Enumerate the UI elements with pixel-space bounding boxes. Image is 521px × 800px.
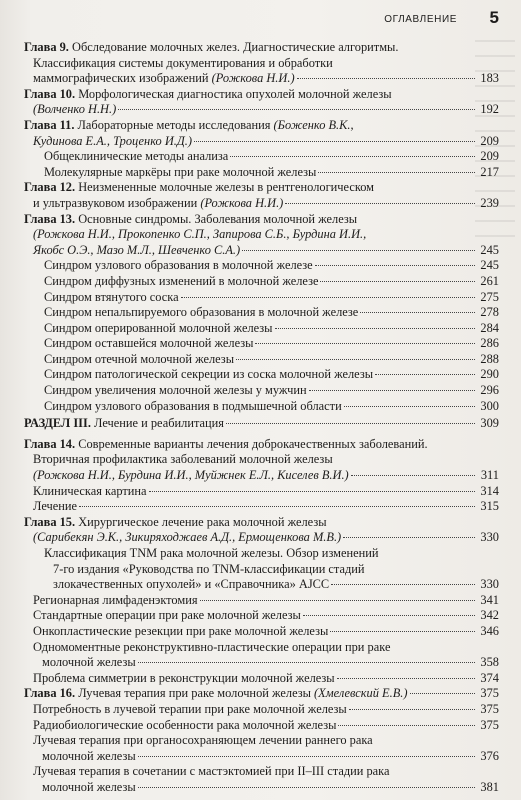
toc-line: Кудинова Е.А., Троценко И.Д.) bbox=[33, 133, 192, 148]
toc-line: молочной железы bbox=[42, 748, 136, 763]
leader-dots bbox=[285, 203, 475, 204]
toc-entry-chapter-10[interactable] bbox=[24, 87, 499, 118]
toc-line: (Волченко Н.Н.) bbox=[33, 102, 117, 117]
toc-page: 375 bbox=[480, 717, 499, 732]
toc-line: Лучевая терапия в сочетании с мастэктомией при II–III стадии рака bbox=[33, 764, 390, 779]
toc-entry-chapter-11[interactable] bbox=[24, 118, 499, 149]
leader-dots bbox=[226, 423, 475, 424]
page-number: 5 bbox=[489, 8, 499, 27]
leader-dots bbox=[344, 406, 475, 407]
toc-page: 300 bbox=[480, 398, 499, 413]
toc-line: Глава 12. Неизмененные молочные железы в рентгенологическом bbox=[24, 180, 375, 195]
toc-page: 342 bbox=[480, 608, 499, 623]
toc-page: 239 bbox=[480, 195, 499, 210]
toc-entry-chapter-9[interactable] bbox=[24, 40, 499, 87]
toc-line: Глава 16. Лучевая терапия при раке молочной железы (Хмелевский Е.В.) bbox=[24, 686, 408, 701]
toc-line: Синдром узлового образования в молочной железе bbox=[44, 258, 313, 273]
toc-entry-section-3[interactable] bbox=[24, 416, 499, 432]
leader-dots bbox=[138, 756, 475, 757]
page-header bbox=[24, 8, 499, 30]
toc-page: 209 bbox=[480, 149, 499, 164]
toc-entry[interactable] bbox=[24, 165, 499, 181]
toc-entry[interactable] bbox=[24, 640, 499, 671]
leader-dots bbox=[255, 343, 475, 344]
toc-line: Лучевая терапия при органосохраняющем лечении раннего рака bbox=[33, 733, 373, 748]
toc-line: Проблема симметрии в реконструкции молочной железы bbox=[33, 670, 335, 685]
leader-dots bbox=[337, 678, 475, 679]
toc-line: молочной железы bbox=[42, 655, 136, 670]
toc-line: Синдром непальпируемого образования в молочной железе bbox=[44, 305, 359, 320]
leader-dots bbox=[351, 475, 475, 476]
toc-page: 245 bbox=[480, 242, 499, 257]
toc-line: Вторичная профилактика заболеваний молочной железы bbox=[33, 452, 333, 467]
toc-line: Глава 13. Основные синдромы. Заболевания молочной железы bbox=[24, 211, 358, 226]
toc-entry[interactable] bbox=[24, 546, 499, 593]
toc-line: Синдром патологической секреции из соска молочной железы bbox=[44, 367, 374, 382]
toc-entry[interactable] bbox=[24, 290, 499, 306]
toc-page: 381 bbox=[480, 779, 499, 794]
toc-page: 217 bbox=[480, 164, 499, 179]
toc-page: 284 bbox=[480, 320, 499, 335]
toc-entry[interactable] bbox=[24, 624, 499, 640]
toc-entry[interactable] bbox=[24, 336, 499, 352]
toc-line: Синдром отечной молочной железы bbox=[44, 351, 235, 366]
toc-entry[interactable] bbox=[24, 593, 499, 609]
toc-line: Регионарная лимфаденэктомия bbox=[33, 592, 198, 607]
toc-page: 375 bbox=[480, 701, 499, 716]
leader-dots bbox=[194, 141, 475, 142]
toc-entry[interactable] bbox=[24, 305, 499, 321]
leader-dots bbox=[230, 156, 475, 157]
toc-page: 278 bbox=[480, 305, 499, 320]
toc-line: Лечение bbox=[33, 499, 78, 514]
toc-line: Синдром диффузных изменений в молочной железе bbox=[44, 273, 319, 288]
toc-page: 288 bbox=[480, 351, 499, 366]
leader-dots bbox=[343, 537, 475, 538]
toc-entry[interactable] bbox=[24, 383, 499, 399]
leader-dots bbox=[410, 693, 475, 694]
toc-entry-chapter-14[interactable] bbox=[24, 437, 499, 484]
toc-page: 290 bbox=[480, 367, 499, 382]
toc-line: (Сарибекян Э.К., Зикиряходжаев А.Д., Ермощенкова М.В.) bbox=[33, 530, 342, 545]
running-title: ОГЛАВЛЕНИЕ bbox=[384, 14, 457, 25]
leader-dots bbox=[320, 281, 475, 282]
leader-dots bbox=[318, 172, 475, 173]
toc-page: 341 bbox=[480, 592, 499, 607]
leader-dots bbox=[315, 265, 475, 266]
toc-page: 245 bbox=[480, 258, 499, 273]
toc-line: (Рожкова Н.И., Прокопенко С.П., Запирова С.Б., Бурдина И.И., bbox=[33, 227, 367, 242]
leader-dots bbox=[118, 109, 475, 110]
toc-line: молочной железы bbox=[42, 779, 136, 794]
toc-page: 330 bbox=[480, 577, 499, 592]
toc-line: Классификация системы документирования и обработки bbox=[33, 55, 333, 70]
toc-line: Синдром оставшейся молочной железы bbox=[44, 336, 254, 351]
leader-dots bbox=[79, 506, 475, 507]
leader-dots bbox=[149, 491, 475, 492]
toc-page: 183 bbox=[480, 71, 499, 86]
toc-entry[interactable] bbox=[24, 352, 499, 368]
toc-page: 346 bbox=[480, 623, 499, 638]
toc-entry[interactable] bbox=[24, 499, 499, 515]
leader-dots bbox=[236, 359, 475, 360]
toc-page: 358 bbox=[480, 655, 499, 670]
leader-dots bbox=[349, 709, 475, 710]
toc-page: 376 bbox=[480, 748, 499, 763]
toc-line: Синдром оперированной молочной железы bbox=[44, 320, 273, 335]
toc-line: Стандартные операции при раке молочной железы bbox=[33, 608, 301, 623]
toc-line: Синдром втянутого соска bbox=[44, 289, 179, 304]
table-of-contents bbox=[24, 40, 499, 796]
toc-entry[interactable] bbox=[24, 671, 499, 687]
toc-entry[interactable] bbox=[24, 702, 499, 718]
toc-line: 7-го издания «Руководства по TNM-классификации стадий bbox=[53, 561, 365, 576]
leader-dots bbox=[242, 250, 475, 251]
toc-entry[interactable] bbox=[24, 484, 499, 500]
toc-line: злокачественных опухолей» и «Справочника» AJCC bbox=[53, 577, 330, 592]
toc-line: Потребность в лучевой терапии при раке молочной железы bbox=[33, 701, 347, 716]
toc-entry-chapter-13[interactable] bbox=[24, 212, 499, 259]
toc-page: 374 bbox=[480, 670, 499, 685]
toc-entry[interactable] bbox=[24, 321, 499, 337]
toc-entry[interactable] bbox=[24, 733, 499, 764]
toc-line: Глава 9. Обследование молочных желез. Диагностические алгоритмы. bbox=[24, 40, 399, 54]
toc-entry-chapter-16[interactable] bbox=[24, 686, 499, 702]
toc-line: Глава 11. Лабораторные методы исследования (Боженко В.К., bbox=[24, 117, 354, 132]
toc-page: 314 bbox=[480, 483, 499, 498]
toc-line: Синдром увеличения молочной железы у мужчин bbox=[44, 383, 307, 398]
toc-page: 315 bbox=[480, 499, 499, 514]
toc-page: 275 bbox=[480, 289, 499, 304]
toc-page: 330 bbox=[480, 530, 499, 545]
toc-entry-chapter-15[interactable] bbox=[24, 515, 499, 546]
toc-line: Общеклинические методы анализа bbox=[44, 149, 229, 164]
leader-dots bbox=[275, 328, 475, 329]
toc-page: 296 bbox=[480, 383, 499, 398]
toc-line: Радиобиологические особенности рака молочной железы bbox=[33, 717, 337, 732]
leader-dots bbox=[331, 584, 475, 585]
leader-dots bbox=[297, 78, 475, 79]
toc-line: и ультразвуковом изображении (Рожкова Н.И.) bbox=[33, 195, 284, 210]
leader-dots bbox=[138, 662, 475, 663]
toc-entry[interactable] bbox=[24, 764, 499, 795]
toc-entry-chapter-12[interactable] bbox=[24, 180, 499, 211]
leader-dots bbox=[138, 787, 475, 788]
toc-entry[interactable] bbox=[24, 258, 499, 274]
leader-dots bbox=[330, 631, 475, 632]
toc-line: Глава 15. Хирургическое лечение рака молочной железы bbox=[24, 514, 327, 529]
toc-line: Молекулярные маркёры при раке молочной железы bbox=[44, 164, 317, 179]
toc-entry[interactable] bbox=[24, 718, 499, 734]
toc-page: 286 bbox=[480, 336, 499, 351]
toc-line: Глава 10. Морфологическая диагностика опухолей молочной железы bbox=[24, 86, 392, 101]
leader-dots bbox=[200, 600, 475, 601]
leader-dots bbox=[375, 374, 475, 375]
toc-line: Глава 14. Современные варианты лечения доброкачественных заболеваний. bbox=[24, 436, 428, 451]
toc-page: 192 bbox=[480, 102, 499, 117]
toc-line: Одномоментные реконструктивно-пластические операции при раке bbox=[33, 639, 391, 654]
toc-page: 209 bbox=[480, 133, 499, 148]
toc-line: Классификация TNM рака молочной железы. Обзор изменений bbox=[44, 546, 379, 560]
toc-line: (Рожкова Н.И., Бурдина И.И., Муйжнек Е.Л., Киселев В.И.) bbox=[33, 468, 349, 483]
leader-dots bbox=[360, 312, 475, 313]
toc-line: Якобс О.Э., Мазо М.Л., Шевченко С.А.) bbox=[33, 242, 241, 257]
leader-dots bbox=[338, 725, 475, 726]
toc-entry[interactable] bbox=[24, 274, 499, 290]
toc-line: Онкопластические резекции при раке молочной железы bbox=[33, 623, 329, 638]
leader-dots bbox=[181, 297, 475, 298]
leader-dots bbox=[309, 390, 475, 391]
toc-entry[interactable] bbox=[24, 399, 499, 415]
toc-line: Синдром узлового образования в подмышечной области bbox=[44, 398, 342, 413]
toc-entry[interactable] bbox=[24, 608, 499, 624]
toc-page: 311 bbox=[480, 468, 499, 483]
toc-line: маммографических изображений (Рожкова Н.И.) bbox=[33, 71, 295, 86]
toc-page: 261 bbox=[480, 273, 499, 288]
toc-line: РАЗДЕЛ III. Лечение и реабилитация bbox=[24, 416, 224, 431]
toc-line: Клиническая картина bbox=[33, 483, 147, 498]
toc-entry[interactable] bbox=[24, 367, 499, 383]
toc-page: 309 bbox=[480, 416, 499, 431]
leader-dots bbox=[303, 615, 475, 616]
toc-page: 375 bbox=[480, 686, 499, 701]
toc-entry[interactable] bbox=[24, 149, 499, 165]
